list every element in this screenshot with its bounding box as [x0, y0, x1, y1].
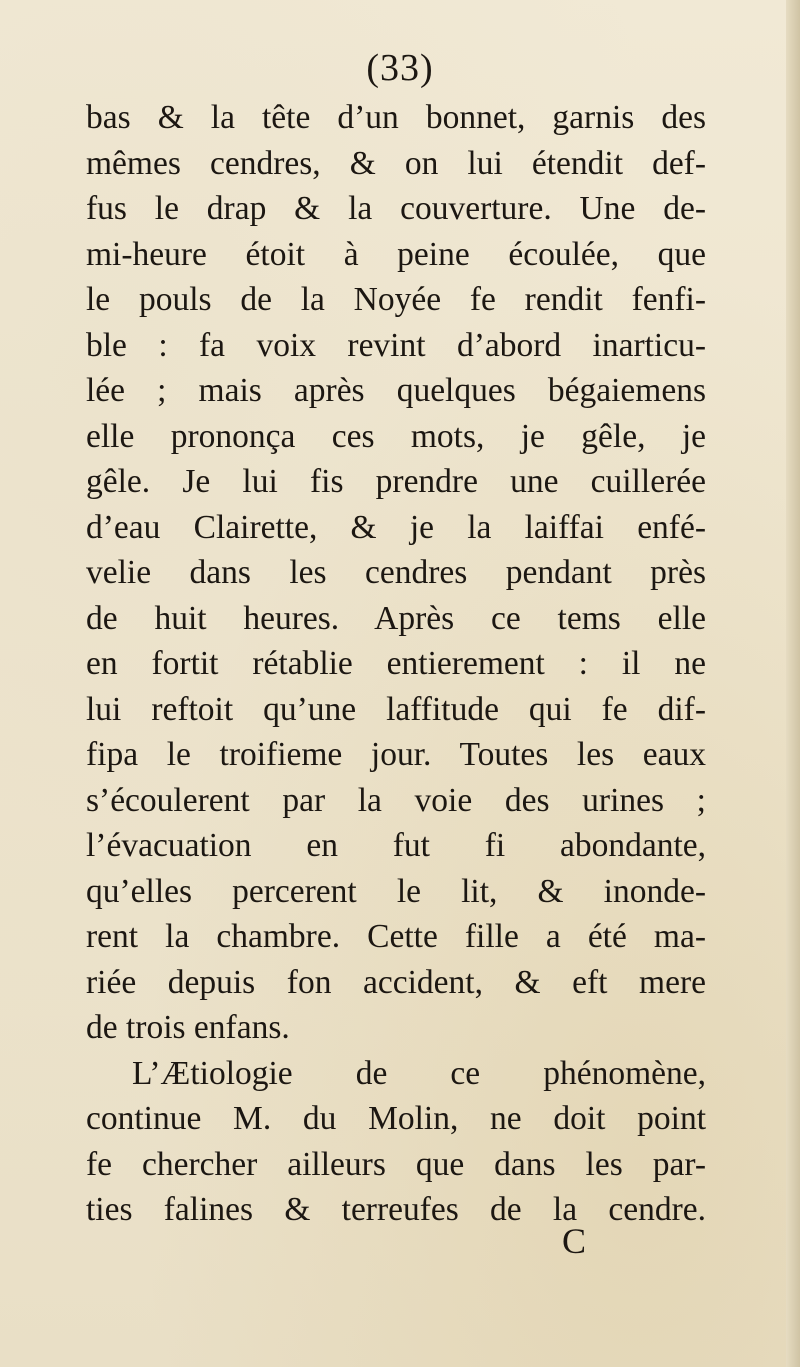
- page-text: [86, 95, 706, 1233]
- text-line: d’eau Clairette, & je la laiffai enfé-: [86, 508, 706, 546]
- text-line: fipa le troifieme jour. Toutes les eaux: [86, 736, 706, 773]
- text-line: fe chercher ailleurs que dans les par-: [86, 1145, 706, 1183]
- text-line: lée ; mais après quelques bégaiemens: [86, 372, 706, 409]
- text-line: ties falines & terreufes de la cendre.: [86, 1191, 706, 1228]
- text-line: mêmes cendres, & on lui étendit def-: [86, 144, 706, 182]
- text-line: continue M. du Molin, ne doit point: [86, 1100, 706, 1137]
- text-line: fus le drap & la couverture. Une de-: [86, 190, 706, 227]
- text-line: bas & la tête d’un bonnet, garnis des: [86, 99, 706, 136]
- text-line: rent la chambre. Cette fille a été ma-: [86, 918, 706, 955]
- catchword-signature: C: [562, 1221, 587, 1261]
- text-line: lui reftoit qu’une laffitude qui fe dif-: [86, 690, 706, 728]
- text-line: l’évacuation en fut fi abondante,: [86, 827, 706, 864]
- text-line: velie dans les cendres pendant près: [86, 554, 706, 591]
- text-line-paragraph-end: de trois enfans.: [86, 1009, 290, 1046]
- text-line-paragraph-start: L’Ætiologie de ce phénomène,: [132, 1054, 706, 1092]
- text-line: de huit heures. Après ce tems elle: [86, 599, 706, 637]
- text-line: riée depuis fon accident, & eft mere: [86, 963, 706, 1001]
- text-line: le pouls de la Noyée fe rendit fenfi-: [86, 281, 706, 318]
- text-line: s’écoulerent par la voie des urines ;: [86, 781, 706, 819]
- text-line: qu’elles percerent le lit, & inonde-: [86, 872, 706, 910]
- page-number: (33): [366, 47, 434, 89]
- text-line: en fortit rétablie entierement : il ne: [86, 645, 706, 682]
- text-line: ble : fa voix revint d’abord inarticu-: [86, 326, 706, 364]
- text-line: elle prononça ces mots, je gêle, je: [86, 417, 706, 455]
- text-line: mi-heure étoit à peine écoulée, que: [86, 235, 706, 273]
- page-edge: [786, 0, 800, 1367]
- text-line: gêle. Je lui fis prendre une cuillerée: [86, 463, 706, 500]
